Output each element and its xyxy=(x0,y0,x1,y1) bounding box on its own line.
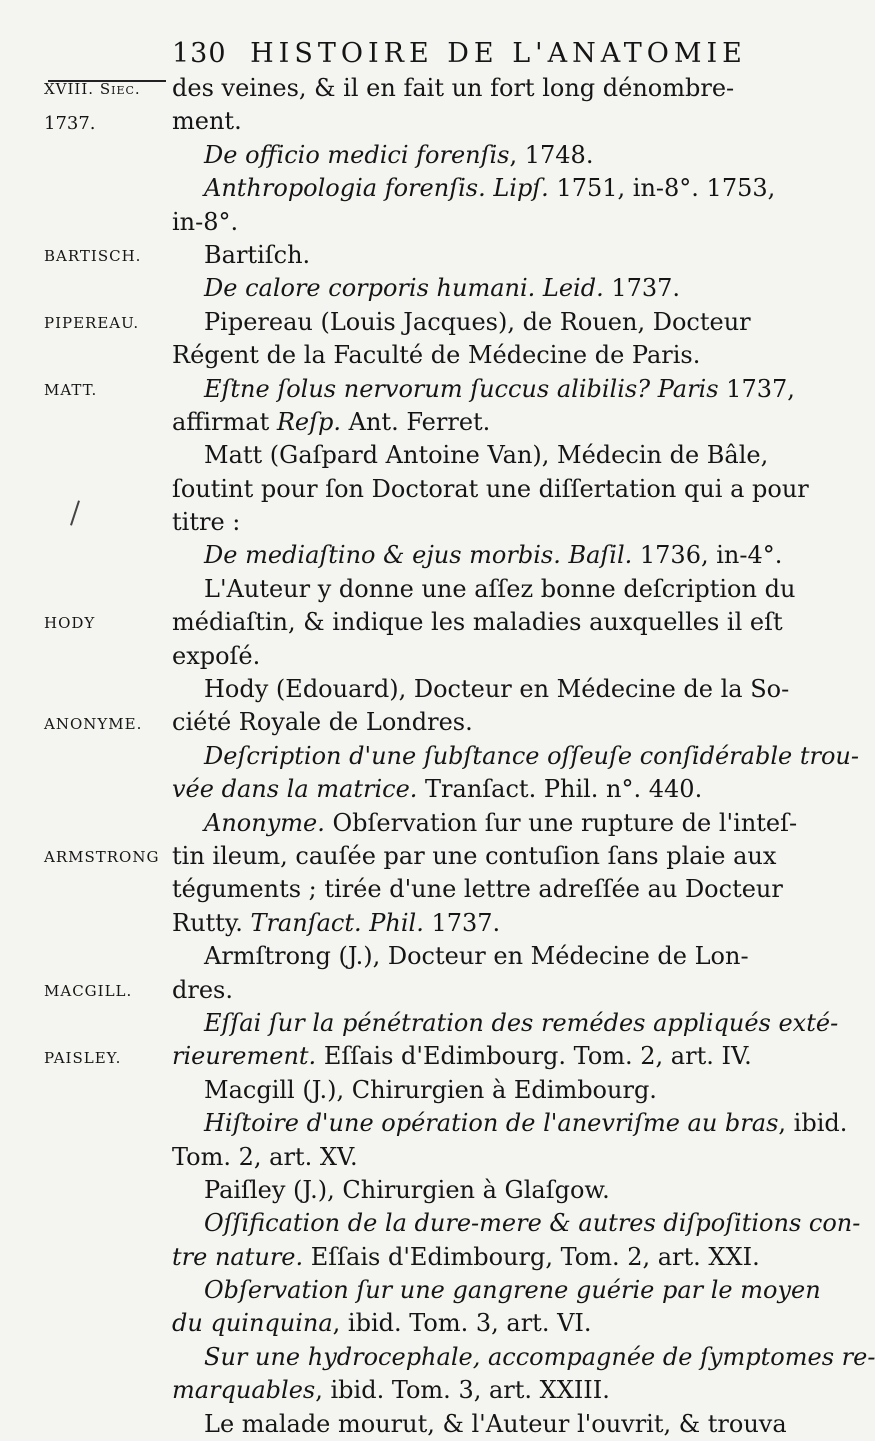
text-segment: Obſervation ſur une rupture de l'inteſ- xyxy=(324,808,798,837)
text-segment: L'Auteur y donne une aſſez bonne deſcription du xyxy=(204,574,796,603)
text-line xyxy=(172,1274,821,1307)
text-segment: ment. xyxy=(172,107,242,136)
text-line xyxy=(172,439,769,472)
text-line xyxy=(172,406,762,439)
text-line xyxy=(172,373,795,406)
margin-note: BARTISCH. xyxy=(44,247,142,265)
text-line xyxy=(172,1374,762,1407)
margin-note: ARMSTRONG xyxy=(44,848,160,867)
text-segment: téguments ; tirée d'une lettre adreſſée au Docteur xyxy=(172,875,783,904)
text-segment: Eſſais d'Edimbourg. Tom. 2, art. IV. xyxy=(316,1042,752,1071)
margin-note: PIPEREAU. xyxy=(44,313,140,332)
text-segment: tin ileum, cauſée par une contuſion ſans plaie aux xyxy=(172,841,777,870)
text-line xyxy=(172,840,777,873)
text-line xyxy=(172,673,790,706)
text-line xyxy=(172,1040,762,1073)
text-line xyxy=(172,139,762,172)
text-line xyxy=(172,506,762,539)
text-line xyxy=(172,172,776,205)
text-segment: expoſé. xyxy=(172,641,261,670)
text-segment: dres. xyxy=(172,975,233,1004)
text-segment: titre : xyxy=(172,508,241,537)
text-segment: Tranſact. Phil. n°. 440. xyxy=(417,775,703,804)
text-segment: Hiſtoire d'une opération de l'anevriſme au bras xyxy=(204,1109,779,1138)
text-line xyxy=(172,1107,848,1140)
text-segment: , ibid. xyxy=(778,1109,848,1138)
text-line xyxy=(172,239,762,272)
body-text xyxy=(172,72,875,1441)
text-segment: 1736, in-4°. xyxy=(632,541,783,570)
text-segment: Eſtne ſolus nervorum ſuccus alibilis? Paris xyxy=(204,374,719,403)
text-line xyxy=(172,272,762,305)
text-segment: Macgill (J.), Chirurgien à Edimbourg. xyxy=(204,1075,657,1104)
text-segment: 1737. xyxy=(603,274,681,303)
text-line xyxy=(172,1307,762,1340)
text-segment: Oſſification de la dure-mere & autres diſpoſitions con- xyxy=(204,1209,861,1238)
margin-mark xyxy=(70,500,80,525)
text-line xyxy=(172,306,762,339)
text-segment: Reſp. xyxy=(276,407,342,436)
text-line xyxy=(172,740,859,773)
margin-note: 1737. xyxy=(44,113,96,135)
text-segment: Anthropologia forenſis. Lipſ. xyxy=(204,174,549,203)
text-segment: Bartiſch. xyxy=(204,240,311,269)
text-segment: Hody (Edouard), Docteur en Médecine de la So- xyxy=(204,675,790,704)
text-line xyxy=(172,1174,762,1207)
text-line xyxy=(172,974,762,1007)
text-line xyxy=(172,807,798,840)
text-segment: Paiſley (J.), Chirurgien à Glaſgow. xyxy=(204,1175,610,1204)
text-line xyxy=(172,1207,861,1240)
text-segment: Sur une hydrocephale, accompagnée de ſymptomes re- xyxy=(204,1342,875,1371)
text-line xyxy=(172,1074,762,1107)
text-segment: des veines, & il en fait un fort long dénombre- xyxy=(172,74,735,102)
text-line xyxy=(172,105,762,138)
text-segment: , 1748. xyxy=(509,140,594,169)
text-line xyxy=(172,773,762,806)
text-line xyxy=(172,1141,762,1174)
text-segment: ſoutint pour ſon Doctorat une diſſertation qui a pour xyxy=(172,474,809,503)
text-segment: vée dans la matrice. xyxy=(172,775,418,804)
text-segment: Rutty. xyxy=(172,908,251,937)
text-line xyxy=(172,873,783,906)
text-segment: , ibid. Tom. 3, art. XXIII. xyxy=(315,1376,610,1405)
text-line xyxy=(172,339,762,372)
text-segment: du quinquina xyxy=(172,1309,333,1338)
text-line xyxy=(172,706,762,739)
text-segment: De officio medici forenſis xyxy=(204,140,510,169)
text-line xyxy=(172,1007,839,1040)
text-segment: 1737, xyxy=(718,374,795,403)
text-segment: Tranſact. Phil. xyxy=(250,908,424,937)
page-number: 130 xyxy=(172,38,227,69)
text-line xyxy=(172,573,796,606)
text-line xyxy=(172,539,783,572)
text-line xyxy=(172,907,762,940)
margin-note: HODY xyxy=(44,614,96,633)
text-line xyxy=(172,606,783,639)
text-segment: Tom. 2, art. XV. xyxy=(172,1142,358,1171)
text-segment: De mediaſtino & ejus morbis. Baſil. xyxy=(204,541,633,570)
text-line xyxy=(172,473,809,506)
text-segment: affirmat xyxy=(172,407,277,436)
text-line xyxy=(172,940,762,973)
margin-note: XVIII. Siec. xyxy=(44,80,141,98)
text-segment: Le malade mourut, & l'Auteur l'ouvrit, & trouva xyxy=(204,1409,787,1438)
text-segment: médiaſtin, & indique les maladies auxquelles il eſt xyxy=(172,608,783,637)
text-segment: in-8°. xyxy=(172,207,239,236)
text-segment: , ibid. Tom. 3, art. VI. xyxy=(332,1309,592,1338)
page-header xyxy=(172,38,772,69)
margin-note: PAISLEY. xyxy=(44,1048,122,1067)
text-segment: 1751, in-8°. 1753, xyxy=(548,174,776,203)
text-line xyxy=(172,1408,787,1441)
text-segment: Eſſais d'Edimbourg, Tom. 2, art. XXI. xyxy=(303,1242,760,1271)
text-line xyxy=(172,206,762,239)
text-segment: 1737. xyxy=(423,908,501,937)
text-line xyxy=(172,72,762,105)
text-segment: tre nature. xyxy=(172,1242,304,1271)
text-segment: Deſcription d'une ſubſtance oſſeuſe conſidérable trou- xyxy=(204,741,859,770)
running-title: HISTOIRE DE L'ANATOMIE xyxy=(250,38,747,69)
text-segment: rieurement. xyxy=(172,1042,317,1071)
text-segment: Matt (Gaſpard Antoine Van), Médecin de Bâle, xyxy=(204,441,769,470)
text-segment: Armſtrong (J.), Docteur en Médecine de Lon- xyxy=(204,942,749,971)
text-segment: De calore corporis humani. Leid. xyxy=(204,274,604,303)
text-segment: Pipereau (Louis Jacques), de Rouen, Docteur xyxy=(204,307,751,336)
text-line xyxy=(172,1341,875,1374)
text-line xyxy=(172,640,762,673)
text-segment: marquables xyxy=(172,1376,316,1405)
text-segment: Obſervation ſur une gangrene guérie par le moyen xyxy=(204,1276,821,1305)
margin-note: MATT. xyxy=(44,380,98,399)
text-segment: Eſſai ſur la pénétration des remédes appliqués exté- xyxy=(204,1008,839,1037)
text-segment: Ant. Ferret. xyxy=(341,407,491,436)
margin-note: ANONYME. xyxy=(44,714,143,733)
margin-note: MACGILL. xyxy=(44,981,133,1000)
text-segment: ciété Royale de Londres. xyxy=(172,708,473,737)
text-segment: Régent de la Faculté de Médecine de Paris. xyxy=(172,341,701,370)
text-segment: Anonyme. xyxy=(204,808,325,837)
text-line xyxy=(172,1241,762,1274)
